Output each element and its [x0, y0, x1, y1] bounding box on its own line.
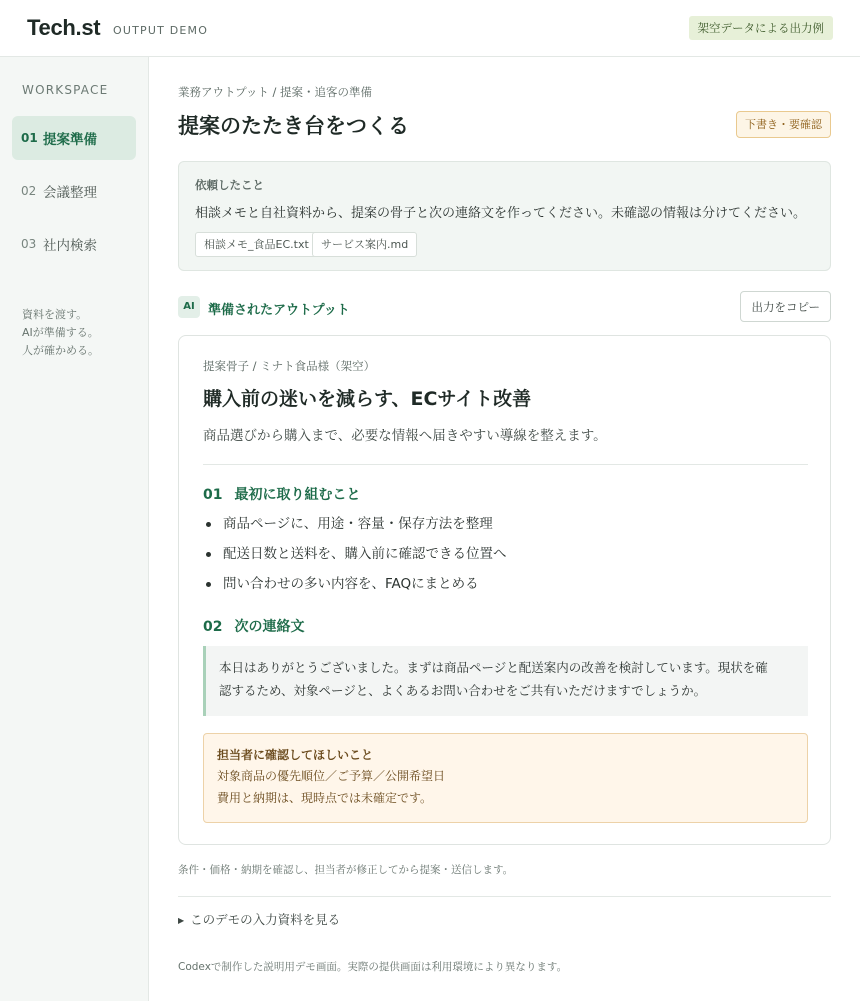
confirmation-line: 費用と納期は、現時点では未確定です。 [217, 791, 433, 805]
message-line: 本日はありがとうございました。まずは商品ページと配送案内の改善を検討しています。現状を確 [219, 660, 768, 675]
input-materials-toggle[interactable] [178, 910, 340, 928]
list-item: 配送日数と送料を、購入前に確認できる位置へ [223, 544, 507, 574]
sidebar-note-line: 資料を渡す。 [22, 308, 88, 321]
toggle-label: このデモの入力資料を見る [190, 912, 341, 927]
sidebar-note-line: AIが準備する。 [22, 326, 99, 339]
section-heading [203, 616, 304, 636]
confirmation-notice [203, 733, 808, 823]
breadcrumb: 業務アウトプット / 提案・追客の準備 [178, 85, 373, 99]
top-bar [0, 0, 860, 57]
request-label: 依頼したこと [195, 178, 264, 192]
sidebar-item-number: 01 [21, 131, 38, 145]
header-subtitle: OUTPUT DEMO [113, 24, 209, 37]
output-card [178, 335, 831, 845]
sidebar [0, 57, 149, 1001]
sidebar-item-label: 社内検索 [43, 238, 97, 254]
sidebar-item-internal-search[interactable] [12, 222, 136, 266]
status-badge: 下書き・要確認 [736, 111, 831, 138]
sidebar-section-label: WORKSPACE [22, 83, 109, 97]
action-list [223, 514, 507, 604]
request-panel [178, 161, 831, 271]
page-title: 提案のたたき台をつくる [178, 114, 409, 138]
disclosure-triangle-icon: ▶ [178, 916, 185, 925]
section-title: 次の連絡文 [234, 619, 305, 635]
confirmation-line: 対象商品の優先順位／ご予算／公開希望日 [217, 769, 446, 783]
divider [203, 464, 808, 465]
sidebar-note-line: 人が確かめる。 [22, 344, 99, 357]
ai-icon: AI [178, 296, 200, 318]
sidebar-item-label: 提案準備 [43, 132, 97, 148]
output-title: 準備されたアウトプット [208, 303, 350, 318]
card-lead: 商品選びから購入まで、必要な情報へ届きやすい導線を整えます。 [203, 428, 607, 444]
section-number: 02 [203, 619, 223, 635]
message-line: 認するため、対象ページと、よくあるお問い合わせをご共有いただけますでしょうか。 [219, 683, 707, 698]
footnote: 条件・価格・納期を確認し、担当者が修正してから提案・送信します。 [178, 864, 514, 876]
divider [178, 896, 831, 897]
logo[interactable]: Tech.st [27, 15, 101, 40]
list-item: 問い合わせの多い内容を、FAQにまとめる [223, 574, 507, 604]
demo-data-badge: 架空データによる出力例 [689, 16, 834, 40]
section-title: 最初に取り組むこと [234, 487, 361, 503]
section-heading [203, 484, 360, 504]
sidebar-item-number: 03 [21, 237, 37, 251]
section-number: 01 [203, 487, 223, 503]
confirmation-title: 担当者に確認してほしいこと [217, 748, 374, 762]
copy-output-button[interactable]: 出力をコピー [740, 291, 831, 322]
output-header [178, 294, 831, 324]
card-title: 購入前の迷いを減らす、ECサイト改善 [203, 388, 532, 410]
sidebar-item-number: 02 [21, 184, 37, 198]
sidebar-note [22, 306, 99, 360]
list-item: 商品ページに、用途・容量・保存方法を整理 [223, 514, 507, 544]
sidebar-item-proposal-prep[interactable] [12, 116, 136, 160]
file-chip[interactable]: サービス案内.md [312, 232, 417, 257]
sidebar-item-label: 会議整理 [43, 185, 97, 201]
sidebar-item-meeting-summary[interactable] [12, 169, 136, 213]
file-chip[interactable]: 相談メモ_食品EC.txt [195, 232, 318, 257]
credit-note: Codexで制作した説明用デモ画面。実際の提供画面は利用環境により異なります。 [178, 961, 568, 973]
message-draft [203, 646, 808, 716]
card-breadcrumb: 提案骨子 / ミナト食品様（架空） [203, 359, 376, 373]
request-text: 相談メモと自社資料から、提案の骨子と次の連絡文を作ってください。未確認の情報は分けてください。 [195, 206, 807, 221]
